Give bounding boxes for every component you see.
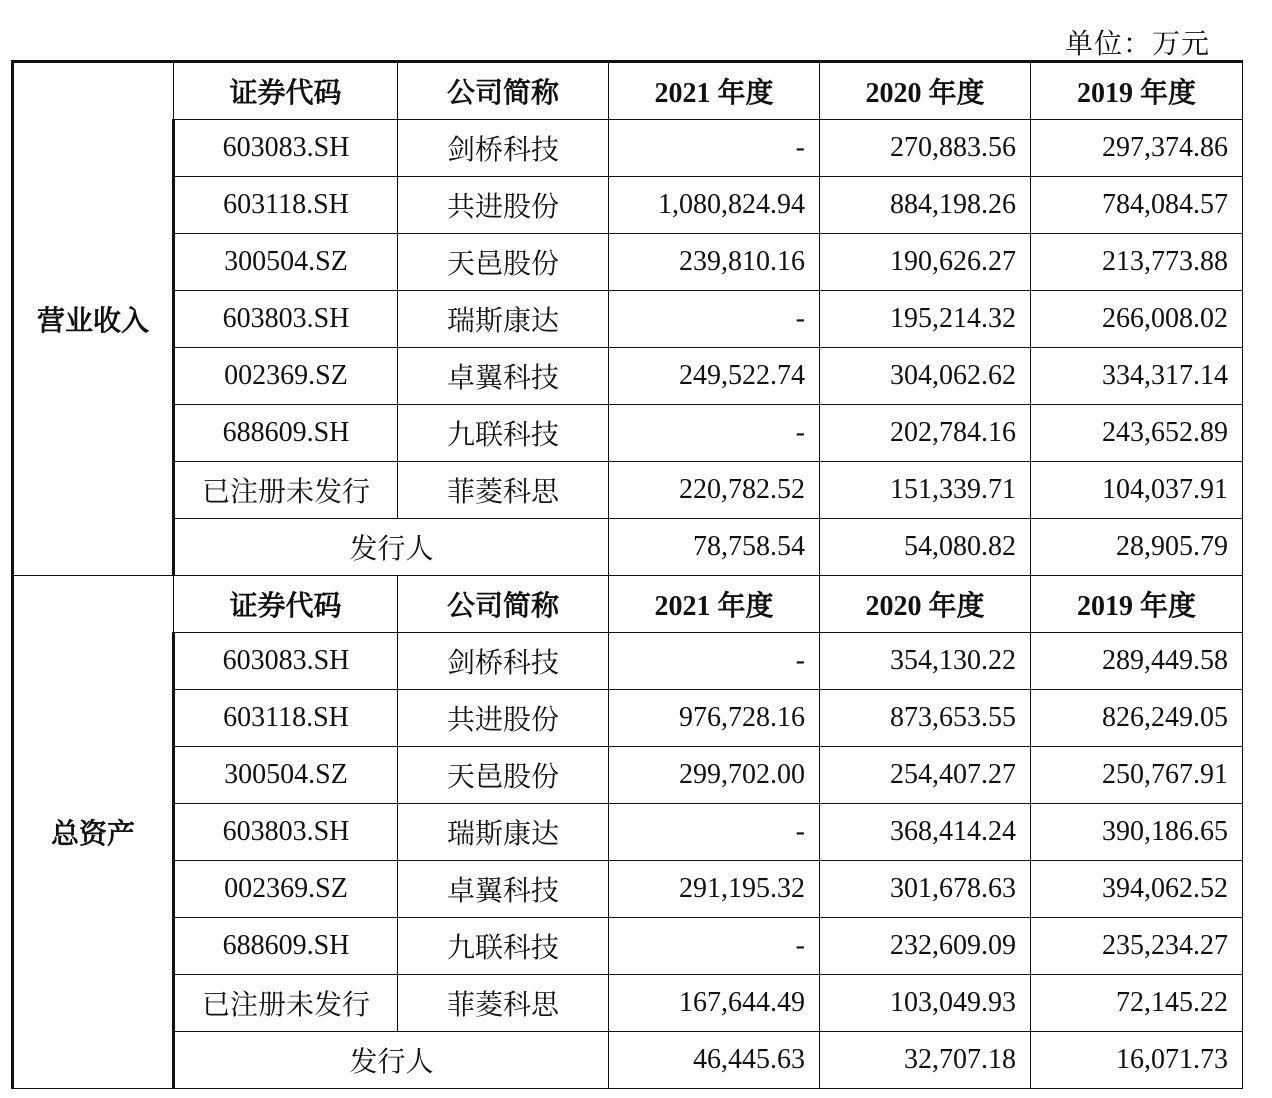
header-row (13, 576, 1243, 633)
value-2019: 16,071.73 (1031, 1032, 1243, 1089)
company-name: 天邑股份 (398, 234, 609, 291)
table-row (13, 405, 1243, 462)
value-2019: 394,062.52 (1031, 861, 1243, 918)
column-header: 2021 年度 (609, 576, 820, 633)
value-2021: 291,195.32 (609, 861, 820, 918)
value-2021: - (609, 120, 820, 177)
value-2021: 46,445.63 (609, 1032, 820, 1089)
value-2021: - (609, 918, 820, 975)
value-2020: 301,678.63 (820, 861, 1031, 918)
value-2019: 104,037.91 (1031, 462, 1243, 519)
company-name: 瑞斯康达 (398, 804, 609, 861)
value-2020: 368,414.24 (820, 804, 1031, 861)
value-2019: 213,773.88 (1031, 234, 1243, 291)
value-2020: 254,407.27 (820, 747, 1031, 804)
table-row (13, 690, 1243, 747)
value-2020: 103,049.93 (820, 975, 1031, 1032)
company-name: 九联科技 (398, 405, 609, 462)
security-code: 300504.SZ (174, 747, 398, 804)
value-2019: 266,008.02 (1031, 291, 1243, 348)
value-2019: 72,145.22 (1031, 975, 1243, 1032)
value-2020: 270,883.56 (820, 120, 1031, 177)
table-row (13, 633, 1243, 690)
value-2021: - (609, 633, 820, 690)
company-name: 共进股份 (398, 690, 609, 747)
value-2019: 390,186.65 (1031, 804, 1243, 861)
column-header: 证券代码 (174, 576, 398, 633)
column-header: 2019 年度 (1031, 62, 1243, 120)
issuer-row (13, 519, 1243, 576)
table-row (13, 861, 1243, 918)
security-code: 603118.SH (174, 690, 398, 747)
value-2019: 289,449.58 (1031, 633, 1243, 690)
value-2020: 32,707.18 (820, 1032, 1031, 1089)
value-2021: - (609, 291, 820, 348)
column-header: 公司简称 (398, 576, 609, 633)
financial-comparison-table (11, 60, 1243, 1089)
value-2021: - (609, 405, 820, 462)
table-row (13, 804, 1243, 861)
value-2019: 826,249.05 (1031, 690, 1243, 747)
company-name: 剑桥科技 (398, 633, 609, 690)
value-2019: 784,084.57 (1031, 177, 1243, 234)
company-name: 瑞斯康达 (398, 291, 609, 348)
table-row (13, 918, 1243, 975)
value-2021: 1,080,824.94 (609, 177, 820, 234)
table-row (13, 975, 1243, 1032)
header-row (13, 62, 1243, 120)
value-2020: 202,784.16 (820, 405, 1031, 462)
section-label: 营业收入 (13, 62, 174, 576)
company-name: 卓翼科技 (398, 348, 609, 405)
value-2020: 151,339.71 (820, 462, 1031, 519)
company-name: 剑桥科技 (398, 120, 609, 177)
value-2019: 297,374.86 (1031, 120, 1243, 177)
value-2019: 334,317.14 (1031, 348, 1243, 405)
value-2021: 249,522.74 (609, 348, 820, 405)
security-code: 688609.SH (174, 918, 398, 975)
issuer-label: 发行人 (174, 1032, 609, 1089)
column-header: 2020 年度 (820, 62, 1031, 120)
value-2019: 28,905.79 (1031, 519, 1243, 576)
table-row (13, 177, 1243, 234)
security-code: 688609.SH (174, 405, 398, 462)
security-code: 已注册未发行 (174, 462, 398, 519)
value-2019: 243,652.89 (1031, 405, 1243, 462)
value-2020: 884,198.26 (820, 177, 1031, 234)
value-2020: 354,130.22 (820, 633, 1031, 690)
security-code: 603083.SH (174, 120, 398, 177)
security-code: 300504.SZ (174, 234, 398, 291)
table-row (13, 462, 1243, 519)
column-header: 2020 年度 (820, 576, 1031, 633)
value-2021: - (609, 804, 820, 861)
value-2020: 304,062.62 (820, 348, 1031, 405)
company-name: 菲菱科思 (398, 975, 609, 1032)
unit-label: 单位：万元 (1064, 29, 1210, 60)
value-2020: 195,214.32 (820, 291, 1031, 348)
table-row (13, 291, 1243, 348)
issuer-label: 发行人 (174, 519, 609, 576)
value-2021: 976,728.16 (609, 690, 820, 747)
company-name: 卓翼科技 (398, 861, 609, 918)
value-2021: 167,644.49 (609, 975, 820, 1032)
table-row (13, 747, 1243, 804)
issuer-row (13, 1032, 1243, 1089)
value-2020: 232,609.09 (820, 918, 1031, 975)
column-header: 公司简称 (398, 62, 609, 120)
table-row (13, 234, 1243, 291)
column-header: 证券代码 (174, 62, 398, 120)
security-code: 002369.SZ (174, 861, 398, 918)
value-2020: 54,080.82 (820, 519, 1031, 576)
security-code: 已注册未发行 (174, 975, 398, 1032)
value-2021: 239,810.16 (609, 234, 820, 291)
security-code: 603803.SH (174, 804, 398, 861)
security-code: 002369.SZ (174, 348, 398, 405)
column-header: 2021 年度 (609, 62, 820, 120)
section-label: 总资产 (13, 576, 174, 1089)
security-code: 603083.SH (174, 633, 398, 690)
security-code: 603803.SH (174, 291, 398, 348)
value-2021: 299,702.00 (609, 747, 820, 804)
table-row (13, 348, 1243, 405)
value-2019: 235,234.27 (1031, 918, 1243, 975)
company-name: 九联科技 (398, 918, 609, 975)
value-2021: 220,782.52 (609, 462, 820, 519)
column-header: 2019 年度 (1031, 576, 1243, 633)
value-2020: 190,626.27 (820, 234, 1031, 291)
company-name: 天邑股份 (398, 747, 609, 804)
value-2019: 250,767.91 (1031, 747, 1243, 804)
value-2021: 78,758.54 (609, 519, 820, 576)
company-name: 共进股份 (398, 177, 609, 234)
company-name: 菲菱科思 (398, 462, 609, 519)
table-row (13, 120, 1243, 177)
value-2020: 873,653.55 (820, 690, 1031, 747)
security-code: 603118.SH (174, 177, 398, 234)
